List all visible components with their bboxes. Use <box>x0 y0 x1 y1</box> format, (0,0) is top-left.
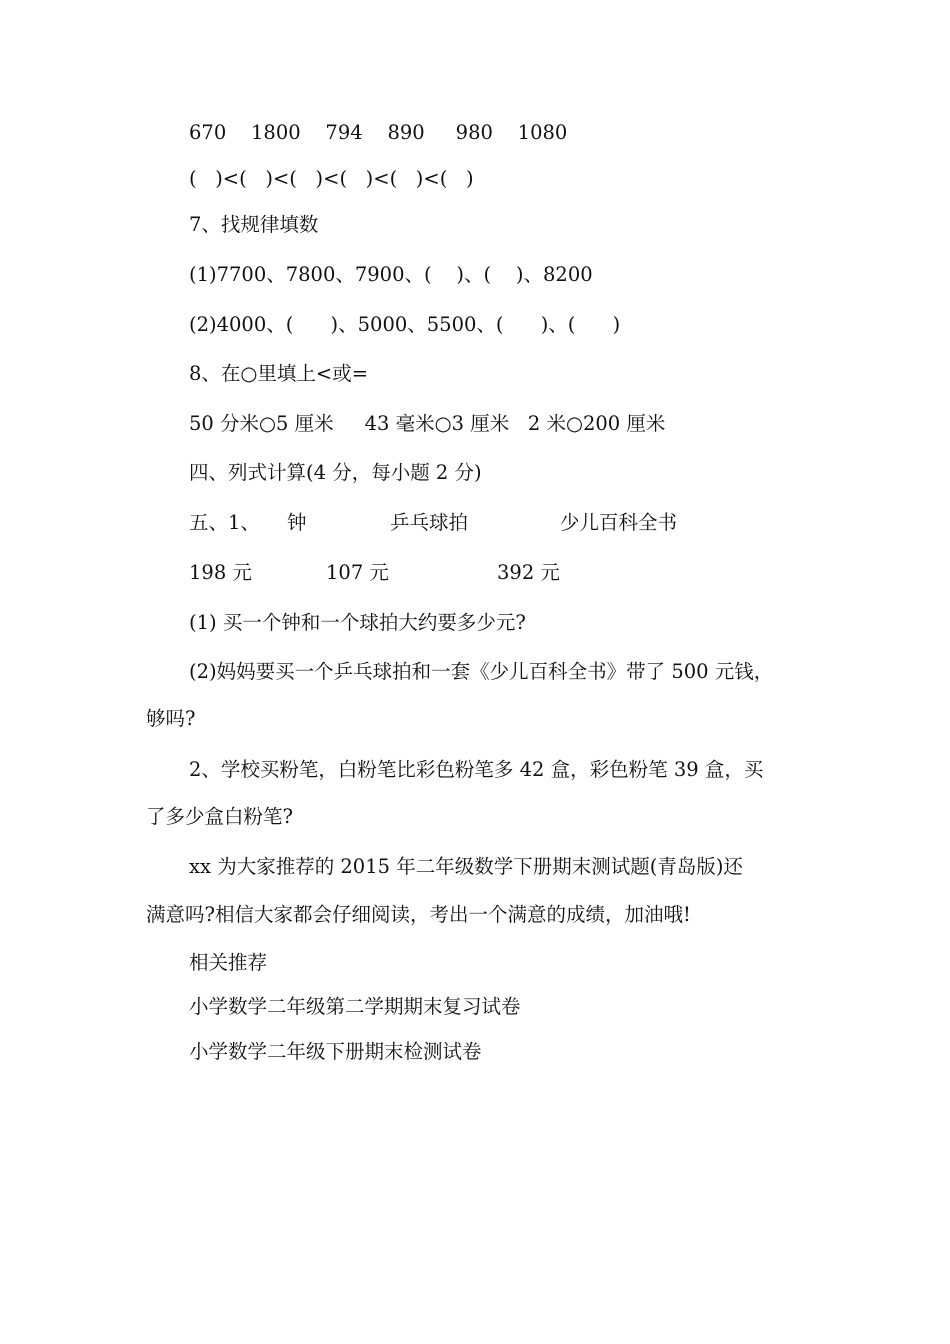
q5-part-2-line-2: 够吗? <box>146 707 196 730</box>
section-4-heading: 四、列式计算(4 分，每小题 2 分) <box>189 461 482 484</box>
q5-part-3-line-1: 2、学校买粉笔，白粉笔比彩色粉笔多 42 盒，彩色粉笔 39 盒，买 <box>189 758 764 781</box>
q7-part-1: (1)7700、7800、7900、( )、( )、8200 <box>189 263 593 286</box>
item-racket: 乒乓球拍 <box>390 511 469 534</box>
q8-items: 50 分米○5 厘米 43 毫米○3 厘米 2 米○200 厘米 <box>189 412 666 435</box>
item-clock: 钟 <box>287 511 307 534</box>
q8-title: 8、在○里填上<或= <box>189 362 369 385</box>
item-encyclopedia: 少儿百科全书 <box>560 511 678 534</box>
price-racket: 107 元 <box>326 561 389 584</box>
q7-part-2: (2)4000、( )、5000、5500、( )、( ) <box>189 313 621 336</box>
related-link-1[interactable]: 小学数学二年级第二学期期末复习试卷 <box>189 995 521 1018</box>
numbers-row: 670 1800 794 890 980 1080 <box>189 121 568 144</box>
closing-line-2: 满意吗?相信大家都会仔细阅读，考出一个满意的成绩，加油哦! <box>146 903 691 926</box>
price-encyclopedia: 392 元 <box>497 561 560 584</box>
price-clock: 198 元 <box>189 561 252 584</box>
q5-part-2-line-1: (2)妈妈要买一个乒乓球拍和一套《少儿百科全书》带了 500 元钱， <box>189 660 774 683</box>
section-5-prefix: 五、1、 <box>189 511 260 534</box>
compare-row: ( )<( )<( )<( )<( )<( ) <box>189 167 474 190</box>
q5-part-1: (1) 买一个钟和一个球拍大约要多少元? <box>189 611 526 634</box>
q5-part-3-line-2: 了多少盒白粉笔? <box>146 805 293 828</box>
q7-title: 7、找规律填数 <box>189 213 319 236</box>
related-title: 相关推荐 <box>189 951 268 974</box>
related-link-2[interactable]: 小学数学二年级下册期末检测试卷 <box>189 1040 482 1063</box>
closing-line-1: xx 为大家推荐的 2015 年二年级数学下册期末测试题(青岛版)还 <box>189 855 743 878</box>
